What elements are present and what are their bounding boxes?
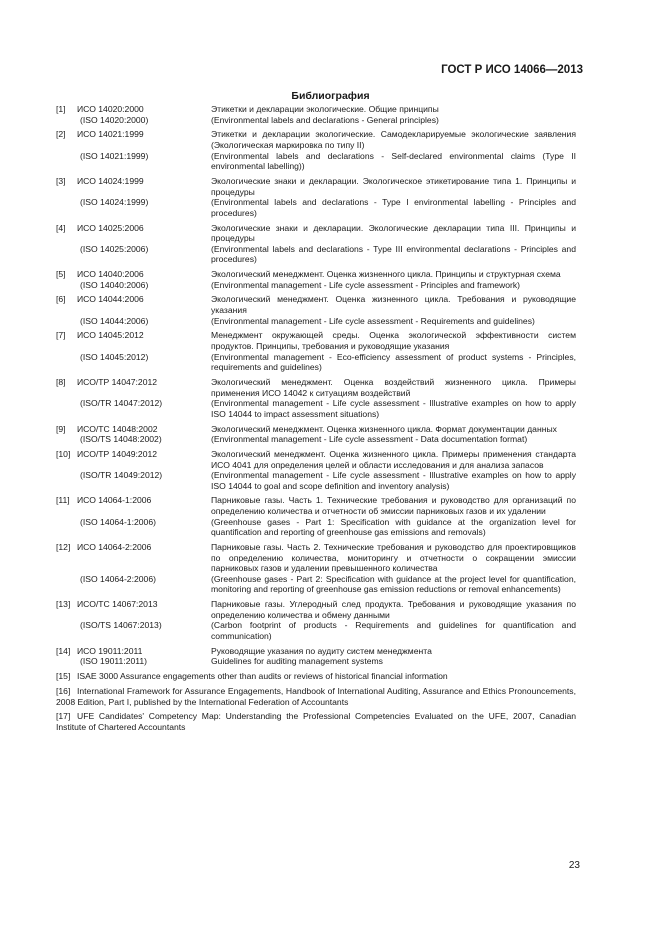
standard-title: (Environmental management - Life cycle assessment - Requirements and guidelines) (211, 315, 535, 326)
entry-number: [7] (56, 330, 66, 341)
standard-code: ИСО/ТС 14048:2002 (77, 423, 158, 434)
entry-number: [1] (56, 104, 66, 114)
entry-text (56, 711, 576, 732)
standard-title: Парниковые газы. Углеродный след продукта. Требования и руководящие указания по определению количества и обмену данными (211, 599, 576, 620)
standard-designation (56, 280, 211, 291)
standard-code: ИСО 14025:2006 (77, 222, 144, 233)
standard-title: (Environmental labels and declarations - General principles) (211, 114, 439, 125)
standard-title: Экологический менеджмент. Оценка жизненного цикла. Примеры применения стандарта ИСО 4041 для определения целей и области исследования и для анализа запасов (211, 448, 576, 470)
reference-text: International Framework for Assurance Engagements, Handbook of International Auditing, Assurance and Ethics Pronouncements, 2008 Edition, Part I, published by the International Federation of Accountants (56, 685, 576, 707)
bibliography-entry (56, 269, 576, 290)
entry-number: [3] (56, 175, 66, 186)
standard-code: (ISO/TS 14048:2002) (80, 434, 162, 445)
standard-code: (ISO 14045:2012) (80, 351, 149, 362)
bibliography-entry (56, 646, 576, 667)
entry-row-russian (56, 495, 576, 516)
entry-row-english (56, 316, 576, 327)
standard-code: (ISO 14021:1999) (80, 150, 149, 161)
standard-designation (56, 646, 211, 657)
entry-row-english (56, 280, 576, 291)
entry-row-english (56, 151, 576, 172)
standard-code: ИСО/ТС 14067:2013 (77, 599, 158, 610)
standard-title: (Environmental management - Life cycle assessment - Principles and framework) (211, 279, 521, 290)
entry-number: [17] (56, 711, 71, 722)
standard-designation (56, 434, 211, 445)
bibliography-entry (56, 671, 576, 682)
bibliography-entry (56, 129, 576, 171)
standard-code: ИСО/ТР 14049:2012 (77, 448, 158, 459)
entry-row-english (56, 244, 576, 265)
standard-code: (ISO 14064-2:2006) (80, 573, 156, 584)
standard-code: (ISO 14040:2006) (80, 279, 149, 290)
standard-title: Парниковые газы. Часть 1. Технические требования и руководство для организаций по определению количества и отчетности об эмиссии парниковых газов и их удалении (211, 495, 576, 517)
entry-row-english (56, 620, 576, 641)
standard-designation (56, 151, 211, 172)
entry-row-english (56, 352, 576, 373)
entry-row-english (56, 574, 576, 595)
entry-row-english (56, 434, 576, 445)
entry-number: [15] (56, 671, 71, 682)
bibliography-entry (56, 294, 576, 326)
standard-designation (56, 542, 211, 574)
standard-designation (56, 620, 211, 641)
standard-code: (ISO/TR 14047:2012) (80, 398, 163, 409)
standard-title: (Greenhouse gases - Part 2: Specification with guidance at the project level for quantification, monitoring and reporting of greenhouse gas emission reductions or removal enhancements) (211, 573, 576, 595)
entry-text (56, 671, 576, 682)
standard-code: ИСО 14024:1999 (77, 175, 144, 186)
standard-code: ИСО 19011:2011 (77, 645, 143, 656)
entry-row-russian (56, 542, 576, 574)
standard-designation (56, 517, 211, 538)
bibliography-entry (56, 223, 576, 265)
bibliography-entry (56, 330, 576, 372)
entry-number: [2] (56, 129, 66, 140)
standard-title: Экологический менеджмент. Оценка жизненного цикла. Принципы и структурная схема (211, 269, 561, 280)
entry-number: [16] (56, 685, 71, 696)
standard-code: ИСО/ТР 14047:2012 (77, 376, 158, 387)
entry-row-russian (56, 424, 576, 435)
entry-number: [12] (56, 542, 71, 553)
entry-number: [6] (56, 294, 66, 305)
section-title: Библиография (291, 90, 370, 102)
entry-row-russian (56, 330, 576, 351)
document-header: ГОСТ Р ИСО 14066—2013 (441, 64, 583, 76)
standard-code: ИСО 14020:2000 (77, 104, 144, 114)
bibliography-entry (56, 449, 576, 491)
entry-number: [8] (56, 376, 66, 387)
standard-title: Этикетки и декларации экологические. Общие принципы (211, 104, 439, 114)
entry-row-russian (56, 449, 576, 470)
entry-row-russian (56, 129, 576, 150)
entry-row-russian (56, 294, 576, 315)
standard-code: ИСО 14045:2012 (77, 330, 144, 341)
bibliography-entry (56, 542, 576, 595)
entry-number: [13] (56, 599, 71, 610)
page-number: 23 (568, 860, 580, 871)
standard-designation (56, 495, 211, 516)
standard-title: Руководящие указания по аудиту систем менеджмента (211, 645, 432, 656)
standard-code: ИСО 14044:2006 (77, 294, 144, 305)
standard-designation (56, 244, 211, 265)
entry-row-english (56, 398, 576, 419)
standard-title: (Environmental management - Life cycle assessment - Illustrative examples on how to apply ISO 14044 to goal and scope definition and inventory analysis) (211, 470, 576, 491)
standard-designation (56, 398, 211, 419)
bibliography-entry (56, 176, 576, 218)
standard-designation (56, 599, 211, 620)
standard-code: (ISO 14024:1999) (80, 197, 149, 208)
standard-designation (56, 197, 211, 218)
entry-row-english (56, 656, 576, 667)
standard-designation (56, 294, 211, 315)
entry-number: [9] (56, 423, 66, 434)
standard-designation (56, 104, 211, 115)
standard-title: Менеджмент окружающей среды. Оценка экологической эффективности систем продуктов. Принципы, требования и руководящие указания (211, 330, 576, 351)
entry-row-russian (56, 223, 576, 244)
bibliography-entry (56, 686, 576, 707)
standard-designation (56, 129, 211, 150)
entry-row-russian (56, 269, 576, 280)
standard-designation (56, 269, 211, 280)
standard-title: Этикетки и декларации экологические. Самодекларируемые экологические заявления (Экологическая маркировка по типу II) (211, 129, 576, 150)
standard-title: Экологические знаки и декларации. Экологическое этикетирование типа 1. Принципы и процедуры (211, 175, 576, 197)
standard-title: (Environmental management - Eco-efficiency assessment of product systems - Principles, requirements and guidelines) (211, 351, 576, 373)
standard-title: Экологические знаки и декларации. Экологические декларации типа III. Принципы и процедуры (211, 222, 576, 244)
standard-title: (Environmental management - Life cycle assessment - Data documentation format) (211, 434, 528, 445)
entry-number: [10] (56, 448, 71, 459)
standard-designation (56, 115, 211, 126)
standard-code: (ISO 14064-1:2006) (80, 516, 156, 527)
entry-row-english (56, 470, 576, 491)
standard-designation (56, 223, 211, 244)
entry-row-russian (56, 599, 576, 620)
standard-title: Экологический менеджмент. Оценка жизненного цикла. Требования и руководящие указания (211, 294, 576, 316)
entry-row-english (56, 197, 576, 218)
entry-row-russian (56, 176, 576, 197)
entry-row-russian (56, 646, 576, 657)
entry-number: [11] (56, 495, 70, 506)
standard-code: (ISO/TS 14067:2013) (80, 620, 162, 631)
standard-title: Guidelines for auditing management systems (211, 656, 383, 667)
entry-number: [4] (56, 222, 66, 233)
standard-designation (56, 470, 211, 491)
standard-code: (ISO/TR 14049:2012) (80, 470, 163, 481)
bibliography-entry (56, 104, 576, 125)
standard-title: Экологический менеджмент. Оценка жизненного цикла. Формат документации данных (211, 423, 557, 434)
standard-code: ИСО 14064-2:2006 (77, 542, 152, 553)
entry-number: [14] (56, 645, 71, 656)
standard-code: (ISO 14025:2006) (80, 243, 149, 254)
standard-code: (ISO 14020:2000) (80, 114, 149, 125)
standard-title: (Environmental labels and declarations - Type I environmental labelling - Principles and procedures) (211, 197, 576, 218)
standard-title: Экологический менеджмент. Оценка воздействий жизненного цикла. Примеры применения ИСО 14042 к ситуациям воздействий (211, 376, 576, 398)
bibliography-entry (56, 599, 576, 641)
standard-designation (56, 574, 211, 595)
standard-designation (56, 656, 211, 667)
entry-number: [5] (56, 269, 66, 280)
standard-designation (56, 330, 211, 351)
bibliography-list (56, 104, 576, 737)
standard-code: (ISO 19011:2011) (80, 656, 148, 667)
standard-code: ИСО 14021:1999 (77, 129, 144, 140)
reference-text: UFE Candidates' Competency Map: Understanding the Professional Competencies Evaluated on the UFE, 2007, Canadian Institute of Chartered Accountants (56, 711, 576, 732)
standard-title: (Environmental management - Life cycle assessment - Illustrative examples on how to apply ISO 14044 to impact assessment situations) (211, 398, 576, 419)
bibliography-entry (56, 495, 576, 537)
reference-text: ISAE 3000 Assurance engagements other than audits or reviews of historical financial information (77, 671, 448, 682)
entry-row-russian (56, 377, 576, 398)
standard-designation (56, 176, 211, 197)
bibliography-entry (56, 424, 576, 445)
bibliography-entry (56, 377, 576, 419)
standard-title: (Greenhouse gases - Part 1: Specification with guidance at the organization level for quantification and reporting of greenhouse gas emissions and removals) (211, 516, 576, 538)
entry-row-russian (56, 104, 576, 115)
standard-code: ИСО 14064-1:2006 (77, 495, 152, 506)
standard-title: (Carbon footprint of products - Requirements and guidelines for quantification and communication) (211, 620, 576, 641)
standard-designation (56, 316, 211, 327)
entry-text (56, 686, 576, 707)
standard-title: Парниковые газы. Часть 2. Технические требования и руководство для проектировщиков по определению количества, мониторингу и отчетности о сокращении эмиссии парниковых газов и удалении превышенного количества (211, 542, 576, 574)
standard-code: (ISO 14044:2006) (80, 315, 149, 326)
standard-designation (56, 377, 211, 398)
entry-row-english (56, 517, 576, 538)
standard-code: ИСО 14040:2006 (77, 269, 144, 280)
bibliography-entry (56, 711, 576, 732)
standard-title: (Environmental labels and declarations - Type III environmental declarations - Principles and procedures) (211, 243, 576, 265)
entry-row-english (56, 115, 576, 126)
standard-designation (56, 449, 211, 470)
standard-title: (Environmental labels and declarations - Self-declared environmental claims (Type II environmental labelling)) (211, 150, 576, 172)
standard-designation (56, 352, 211, 373)
standard-designation (56, 424, 211, 435)
